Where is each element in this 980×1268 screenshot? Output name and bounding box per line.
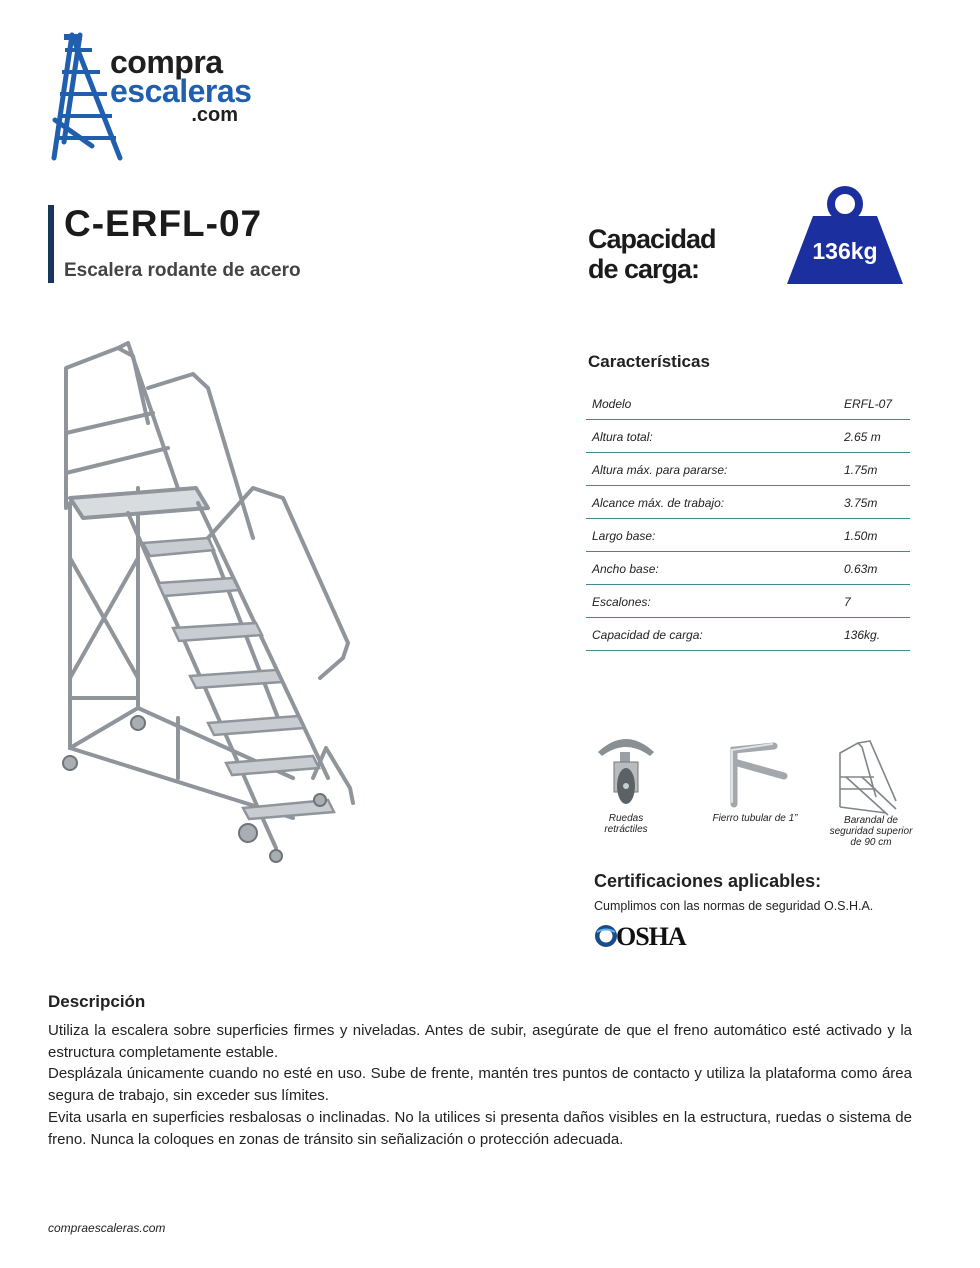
certifications-heading: Certificaciones aplicables:	[594, 871, 822, 891]
spec-value: 1.50m	[844, 529, 878, 543]
brand-wordmark	[110, 46, 270, 125]
page-subtitle: Escalera rodante de acero	[64, 260, 301, 281]
description-paragraph: Evita usarla en superficies resbalosas o inclinadas. No la utilices si presenta daños visibles en la estructura, ruedas o sistema de freno. Nunca la coloques en zonas de tránsito sin señalización o protección adecuada.	[48, 1108, 912, 1148]
description-paragraph: Utiliza la escalera sobre superficies firmes y niveladas. Antes de subir, asegúrate de que el freno automático esté activado y la estructura completamente estable.	[48, 1022, 912, 1061]
weight-icon	[785, 186, 905, 286]
spec-label: Altura máx. para pararse:	[592, 463, 728, 477]
spec-row	[586, 486, 910, 519]
spec-value: 136kg.	[844, 628, 881, 642]
spec-row	[586, 387, 910, 420]
spec-value: 1.75m	[844, 463, 878, 477]
spec-label: Modelo	[592, 397, 632, 411]
description-heading: Descripción	[48, 992, 146, 1011]
brand-line-3: .com	[191, 104, 238, 126]
spec-label: Ancho base:	[592, 562, 659, 576]
spec-value: 0.63m	[844, 562, 878, 576]
description-body	[48, 1020, 912, 1150]
spec-row	[586, 618, 910, 651]
safety-rail-icon	[836, 737, 904, 817]
capacity-value: 136kg	[812, 238, 878, 264]
spec-value: 2.65 m	[844, 430, 881, 444]
spec-row	[586, 453, 910, 486]
capacity-label: Capacidad de carga:	[588, 224, 716, 284]
spec-row	[586, 552, 910, 585]
osha-logo-text: OSHA	[616, 922, 686, 951]
brand-line-1: compra	[110, 44, 223, 80]
page-title: C-ERFL-07	[64, 203, 263, 244]
title-accent-bar	[48, 205, 54, 283]
spec-value: 7	[844, 595, 851, 609]
feature-caption: Ruedas retráctiles	[604, 813, 648, 835]
description-paragraph: Desplázala únicamente cuando no esté en uso. Sube de frente, mantén tres puntos de contacto y utiliza la plataforma como área segura de trabajo, sin exceder sus límites.	[48, 1065, 912, 1105]
specs-heading: Características	[588, 352, 710, 371]
spec-row	[586, 420, 910, 453]
spec-value: 3.75m	[844, 496, 878, 510]
osha-globe-icon	[594, 923, 618, 949]
footer-url[interactable]: compraescaleras.com	[48, 1221, 166, 1235]
spec-label: Altura total:	[592, 430, 653, 444]
rolling-ladder-product-image	[58, 338, 368, 868]
osha-logo	[594, 920, 694, 952]
spec-row	[586, 519, 910, 552]
tubular-frame-icon	[720, 736, 788, 816]
specs-table	[586, 387, 910, 651]
spec-row	[586, 585, 910, 618]
spec-label: Escalones:	[592, 595, 651, 609]
feature-caption: Barandal de seguridad superior de 90 cm	[829, 815, 913, 848]
feature-caption: Fierro tubular de 1”	[712, 813, 798, 824]
caster-wheel-icon	[592, 730, 660, 810]
spec-label: Capacidad de carga:	[592, 628, 703, 642]
brand-line-2: escaleras	[110, 73, 252, 109]
spec-value: ERFL-07	[844, 397, 893, 411]
spec-label: Largo base:	[592, 529, 656, 543]
certifications-text: Cumplimos con las normas de seguridad O.S.H.A.	[594, 899, 874, 913]
spec-label: Alcance máx. de trabajo:	[592, 496, 725, 510]
